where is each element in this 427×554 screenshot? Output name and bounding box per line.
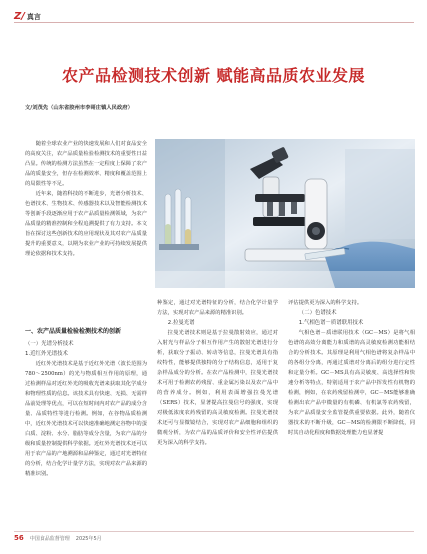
intro-paragraph: 近年来，随着科技的不断进步，光谱分析技术、色谱技术、生物技术、传感器技术以及智能检测技术等创新手段逐渐应用于农产品质量检测领域，为农产品质量的精准控制和全程追溯提供了有力支持。本文旨在探讨这些创新技术的应用现状及其对农产品质量提升的重要意义，以期为农业产业的可持续发展提供理论依据和技术支持。 — [25, 191, 147, 257]
subsection-heading: （二）色谱技术 — [298, 310, 337, 316]
intro-column — [25, 139, 147, 259]
lab-microscope-photo — [155, 139, 415, 288]
column-tag — [14, 11, 41, 22]
page-footer — [14, 534, 102, 542]
sub-subsection-heading: 2.拉曼光谱 — [167, 320, 195, 326]
byline: 文/刘茂先（山东省胶州市李哥庄镇人民政府） — [25, 105, 133, 111]
body-column-3 — [288, 298, 415, 438]
page-number: 56 — [14, 534, 24, 542]
article-title: 农产品检测技术创新 赋能高品质农业发展 — [61, 66, 366, 85]
microscope-illustration — [155, 139, 415, 288]
section-heading: 一、农产品质量检验检测技术的创新 — [25, 328, 122, 335]
magazine-name: 中国食品监督管理 — [29, 535, 70, 542]
sub-subsection-heading: 1.气相色谱－质谱联用技术 — [298, 320, 364, 326]
body-column-2 — [157, 298, 278, 448]
intro-paragraph: 随着全球农业产业的快速发展和人们对食品安全的高度关注，农产品质量检验检测技术的重要性日益凸显。传统的检测方法虽然在一定程度上保障了农产品的质量安全，但存在检测效率、精度和覆盖范围上的局限性等不足。 — [25, 141, 147, 187]
body-column-1 — [25, 323, 147, 479]
body-paragraph: 近红外光谱技术是基于近红外光谱（波长范围为780～2500nm）的光与物质相互作用的原理，通过检测样品对近红外光的吸收光谱来获取其化学成分和物理性质的信息。该技术具有快速、无损、无需样品前处理等优点，可以在短时间内对农产品的成分含量、品质特性等进行检测。例如，在谷物品质检测中，近红外光谱技术可以快速准确地测定谷物中的蛋白质、淀粉、水分、脂肪等成分含量，为农产品的分级和质量控制提供科学依据。近红外光谱技术还可以用于农产品的产地溯源和品种鉴定，通过对光谱特征的分析，结合化学计量学方法，实现对农产品来源的精准识别。 — [25, 361, 147, 477]
header-rule — [14, 22, 414, 23]
column-logo: Z/ — [14, 11, 25, 22]
body-paragraph: 评估提供更为深入的科学支持。 — [288, 300, 363, 306]
column-name: 真言 — [26, 12, 41, 21]
issue-date: 2025年5月 — [75, 535, 102, 542]
footer-rule — [14, 531, 414, 532]
body-paragraph: 拉曼光谱技术则是基于拉曼散射效应，通过对入射光与样品分子相互作用产生的散射光谱进行分析，获取分子振动、转动等信息，拉曼光谱具有指纹特性，能够提供独特的分子结构信息，适用于复杂样品成分的分析。在农产品检测中，拉曼光谱技术可用于检测农药残留、重金属污染以及农产品中的营养成分。例如，利用表面增强拉曼光谱（SERS）技术，显著提高拉曼信号的强度，实现对极低浓度农药残留的高灵敏度检测。拉曼光谱技术还可与显微镜结合，实现对农产品细胞和组织的微观分析，为农产品的品质评价和安全性评估提供更为深入的科学支持。 — [157, 330, 278, 446]
sub-subsection-heading: 1.近红外光谱技术 — [25, 351, 68, 357]
body-paragraph: 气相色谱－质谱联用技术（GC－MS）是将气相色谱的高效分离能力和质谱的高灵敏度检测功能相结合的分析技术。其原理是利用气相色谱将复杂样品中的各组分分离，再通过质谱对分离后的组分进行定性和定量分析。GC－MS具有高灵敏度、高选择性和快速分析等特点，特别适用于农产品中挥发性有机物的检测，例如，在农药残留检测中，GC－MS能够准确检测出农产品中微量的有机磷、有机氯等农药残留，为农产品质量安全监管提供重要依据。此外，随着仪器技术的不断升级，GC－MS的检测限不断降低，同时其自动化程度和数据处理能力也显著提 — [288, 330, 415, 436]
subsection-heading: （一）光谱分析技术 — [25, 341, 74, 347]
body-paragraph: 种鉴定，通过对光谱特征的分析，结合化学计量学方法，实现对农产品来源的精准识别。 — [157, 300, 278, 316]
